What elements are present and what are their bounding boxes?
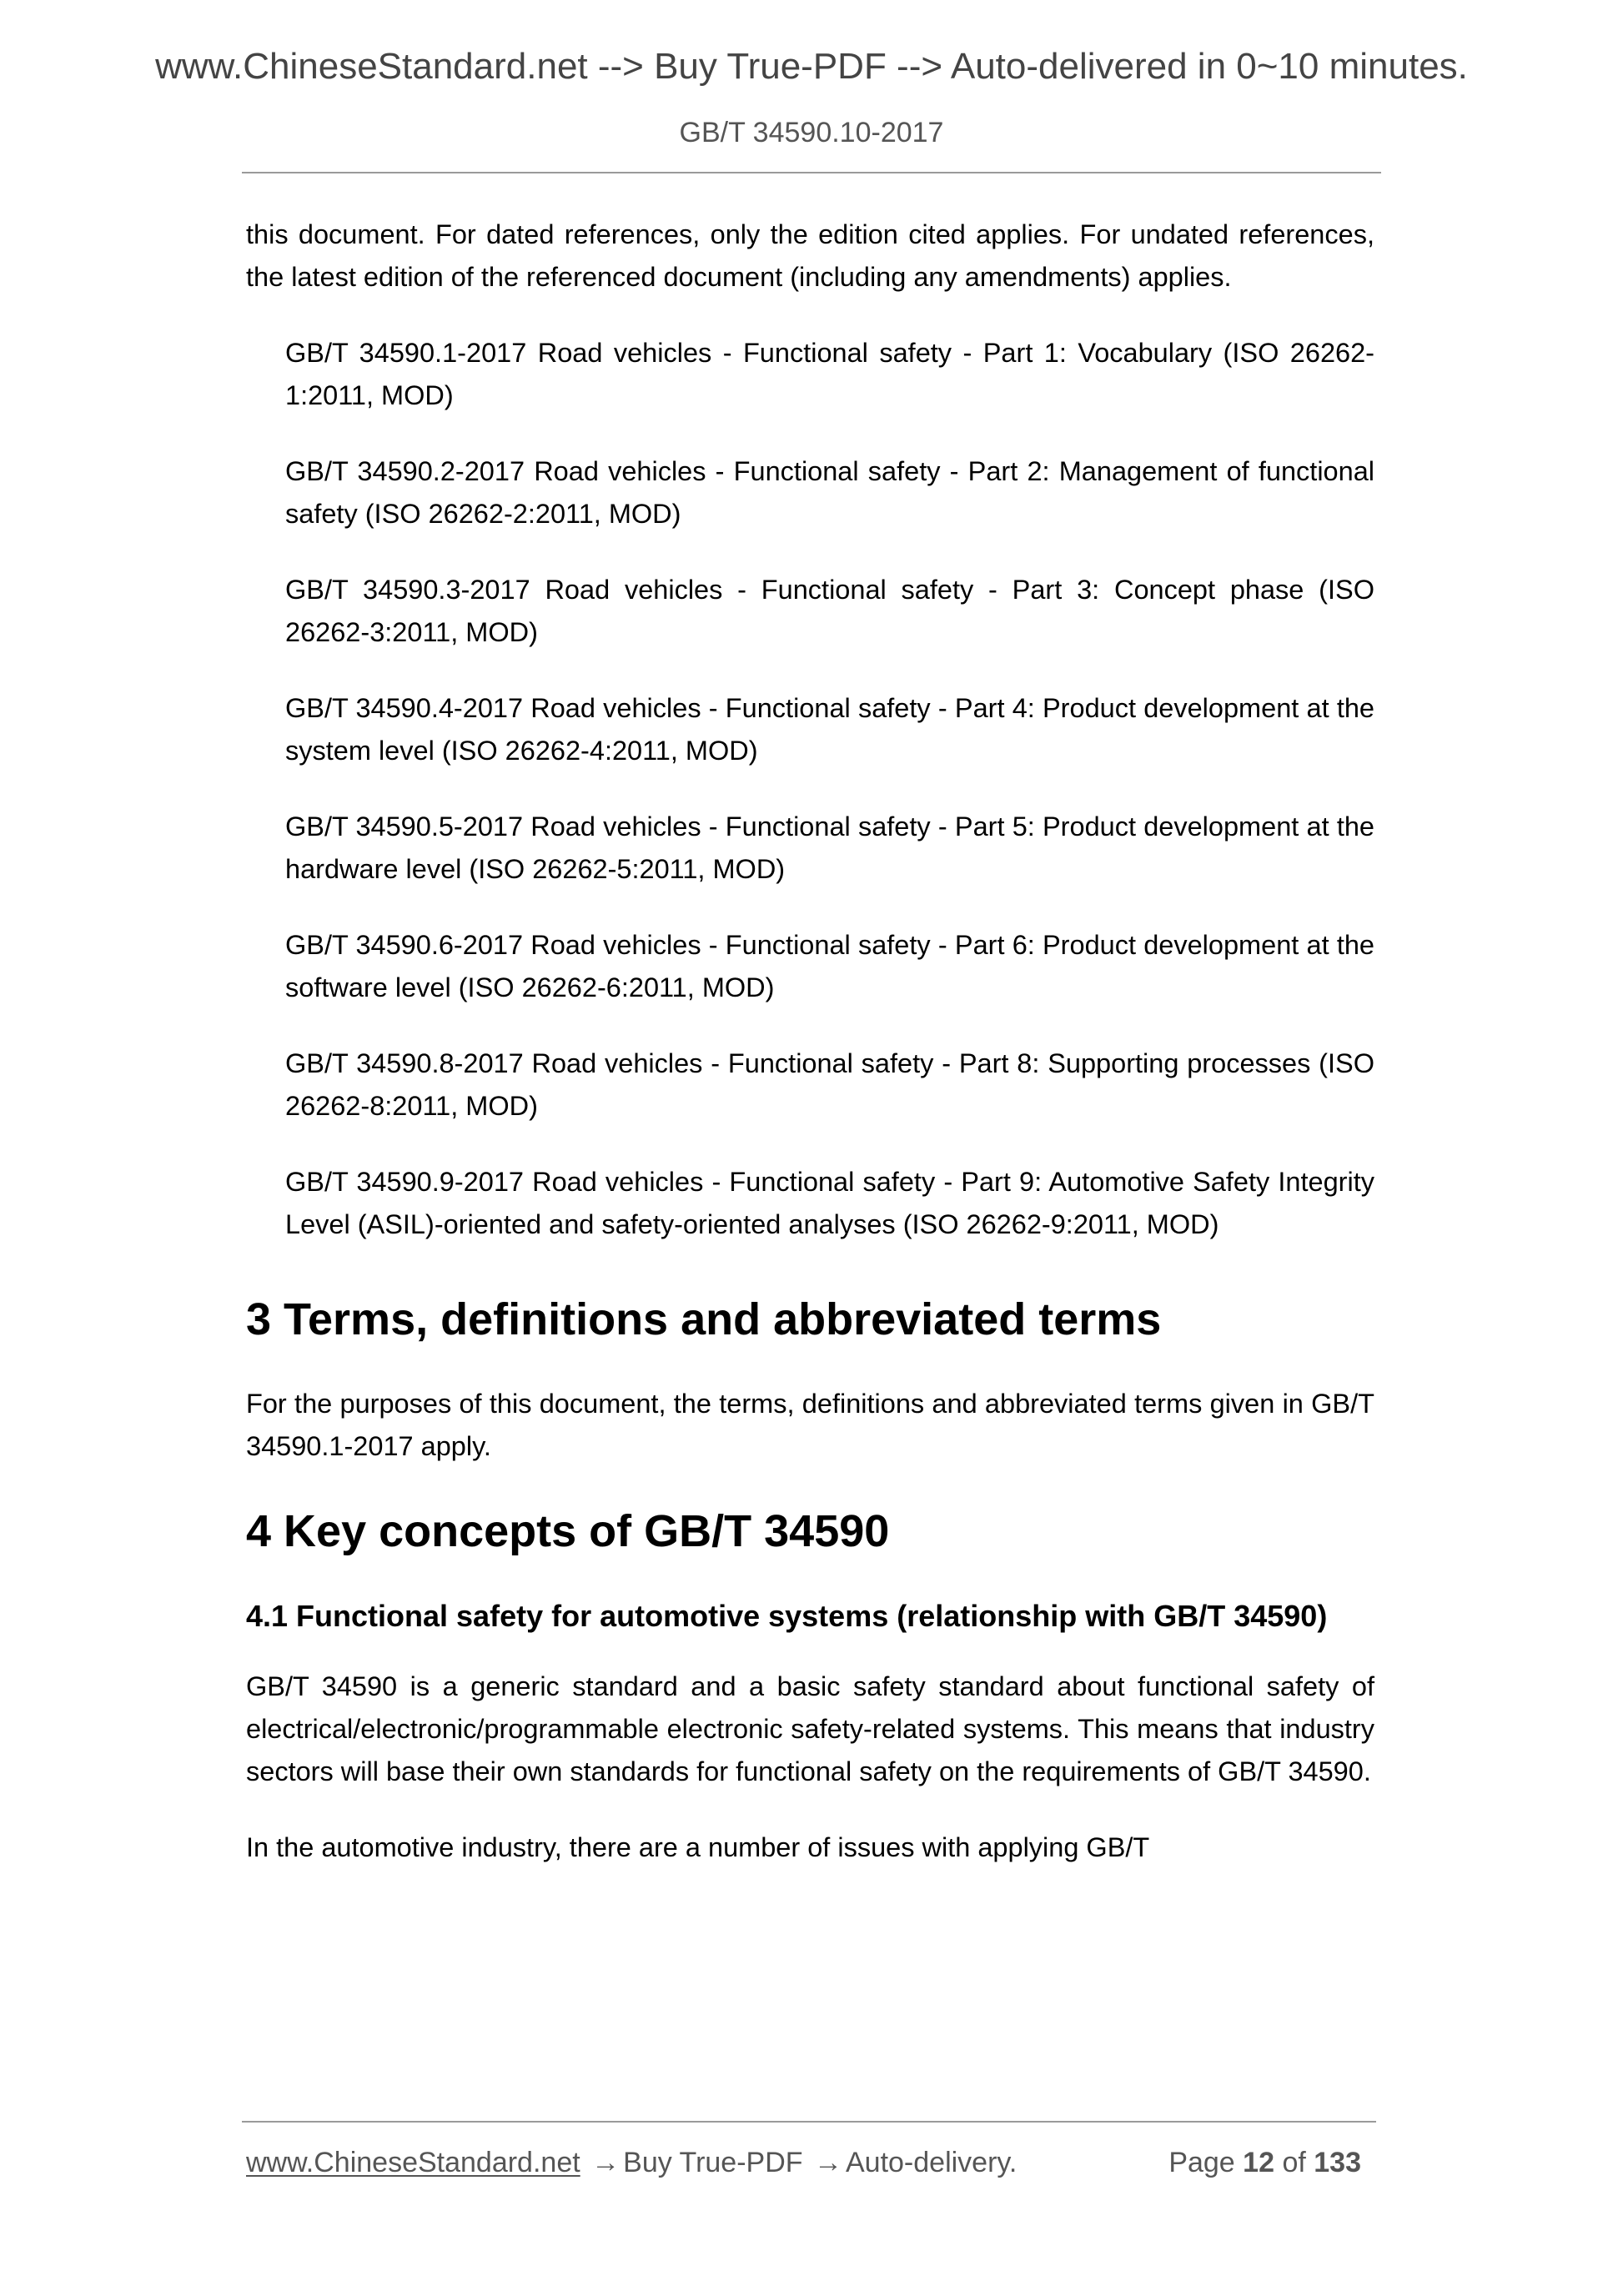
section-4-1-paragraph: GB/T 34590 is a generic standard and a basic safety standard about functional safety of electrical/electronic/programmable electronic safety-related systems. This means that industry sectors will base their own standards for functional safety on the requirements of GB/T 34590.: [246, 1671, 1374, 1786]
reference-item: GB/T 34590.3-2017 Road vehicles - Functional safety - Part 3: Concept phase (ISO 26262-3:2011, MOD): [285, 575, 1374, 647]
header-divider: [242, 172, 1381, 173]
intro-paragraph: this document. For dated references, only the edition cited applies. For undated references, the latest edition of the referenced document (including any amendments) applies.: [246, 219, 1374, 292]
reference-item: GB/T 34590.8-2017 Road vehicles - Functional safety - Part 8: Supporting processes (ISO 26262-8:2011, MOD): [285, 1048, 1374, 1121]
footer-site-link[interactable]: www.ChineseStandard.net: [246, 2147, 580, 2178]
reference-item: GB/T 34590.2-2017 Road vehicles - Functional safety - Part 2: Management of functional safety (ISO 26262-2:2011, MOD): [285, 456, 1374, 529]
page-body: [246, 214, 1374, 1902]
page-label: Page: [1168, 2147, 1235, 2178]
footer-divider: [242, 2121, 1376, 2123]
normative-references-list: [246, 332, 1374, 1246]
page-of-label: of: [1282, 2147, 1306, 2178]
section-3-heading: 3 Terms, definitions and abbreviated terms: [246, 1294, 1162, 1344]
right-arrow-icon: →: [591, 2147, 621, 2178]
section-3-paragraph: For the purposes of this document, the terms, definitions and abbreviated terms given in GB/T 34590.1-2017 apply.: [246, 1389, 1374, 1461]
section-4-1-heading: 4.1 Functional safety for automotive systems (relationship with GB/T 34590): [246, 1599, 1328, 1633]
reference-item: GB/T 34590.6-2017 Road vehicles - Functional safety - Part 6: Product development at the software level (ISO 26262-6:2011, MOD): [285, 930, 1374, 1002]
reference-item: GB/T 34590.9-2017 Road vehicles - Functional safety - Part 9: Automotive Safety Integrity Level (ASIL)-oriented and safety-oriented analyses (ISO 26262-9:2011, MOD): [285, 1167, 1374, 1239]
section-4-heading: 4 Key concepts of GB/T 34590: [246, 1506, 890, 1556]
footer-delivery-text: Auto-delivery.: [845, 2147, 1018, 2178]
section-4-1-paragraph: In the automotive industry, there are a number of issues with applying GB/T: [246, 1832, 1150, 1862]
page-total: 133: [1314, 2147, 1361, 2178]
header-banner: www.ChineseStandard.net --> Buy True-PDF --> Auto-delivered in 0~10 minutes.: [155, 46, 1468, 87]
reference-item: GB/T 34590.4-2017 Road vehicles - Functional safety - Part 4: Product development at the system level (ISO 26262-4:2011, MOD): [285, 693, 1374, 766]
reference-item: GB/T 34590.1-2017 Road vehicles - Functional safety - Part 1: Vocabulary (ISO 26262-1:2011, MOD): [285, 338, 1374, 410]
page-footer: [246, 2145, 1368, 2180]
page-current: 12: [1243, 2147, 1274, 2178]
document-id: GB/T 34590.10-2017: [679, 117, 944, 148]
footer-buy-text: Buy True-PDF: [623, 2147, 803, 2178]
reference-item: GB/T 34590.5-2017 Road vehicles - Functional safety - Part 5: Product development at the hardware level (ISO 26262-5:2011, MOD): [285, 811, 1374, 884]
right-arrow-icon: →: [813, 2147, 842, 2178]
page-indicator: [1168, 2145, 1361, 2180]
